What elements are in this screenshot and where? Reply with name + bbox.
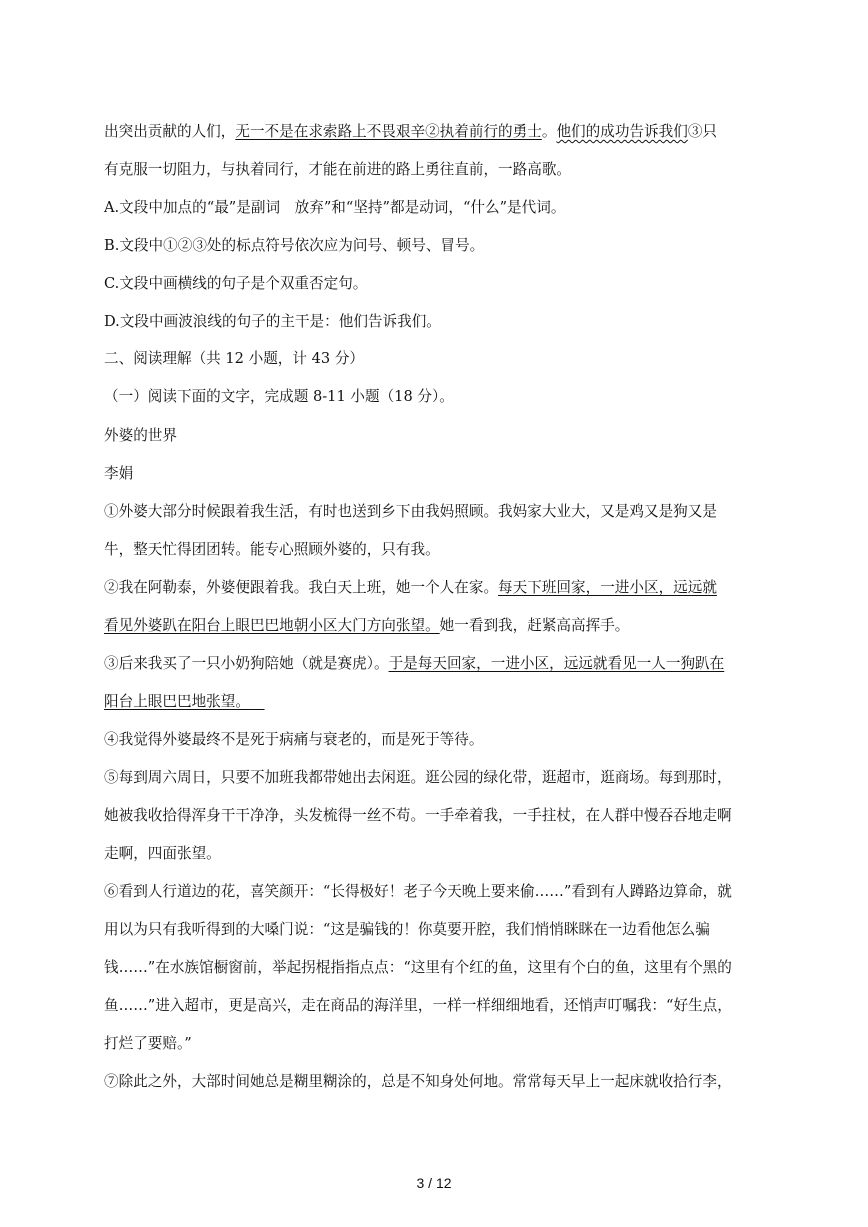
paragraph-2-line-2 — [104, 616, 629, 636]
underlined-sentence: 每天下班回家，一进小区，远远就 — [498, 579, 717, 596]
current-page: 3 — [416, 1175, 425, 1191]
underlined-sentence: 无一不是在求索路上不畏艰辛②执着前行的勇士 — [235, 123, 542, 140]
underlined-sentence: 阳台上眼巴巴地张望。 — [104, 693, 250, 710]
underlined-sentence: 看见外婆趴在阳台上眼巴巴地朝小区大门方向张望。 — [104, 617, 440, 634]
paragraph-2-line-1 — [104, 578, 717, 598]
paragraph-5-line-1: ⑤每到周六周日，只要不加班我都带她出去闲逛。逛公园的绿化带，逛超市，逛商场。每到那时， — [104, 769, 732, 786]
paragraph-4: ④我觉得外婆最终不是死于病痛与衰老的，而是死于等待。 — [104, 731, 484, 748]
text-segment: 出突出贡献的人们， — [104, 123, 236, 140]
q7-passage-line-1 — [104, 122, 717, 142]
paragraph-6-line-3: 钱……”在水族馆橱窗前，举起拐棍指指点点：“这里有个红的鱼，这里有个白的鱼，这里有个黑的 — [104, 959, 732, 976]
paragraph-5-line-2: 她被我收拾得浑身干干净净，头发梳得一丝不苟。一手牵着我，一手拄杖，在人群中慢吞吞地走啊 — [104, 807, 732, 824]
article-title: 外婆的世界 — [104, 427, 177, 444]
paragraph-6-line-1: ⑥看到人行道边的花，喜笑颜开：“长得极好！老子今天晚上要来偷……”看到有人蹲路边算命，就 — [104, 883, 732, 900]
paragraph-3-line-1 — [104, 654, 724, 674]
paragraph-1-line-2: 牛，整天忙得团团转。能专心照顾外婆的，只有我。 — [104, 541, 440, 558]
paragraph-1-line-1: ①外婆大部分时候跟着我生活，有时也送到乡下由我妈照顾。我妈家大业大，又是鸡又是狗又是 — [104, 503, 717, 520]
option-d: D.文段中画波浪线的句子的主干是：他们告诉我们。 — [104, 313, 441, 330]
text-segment: 她一看到我，赶紧高高挥手。 — [439, 617, 630, 634]
text-segment: ③只 — [687, 123, 718, 140]
total-pages: 12 — [435, 1175, 452, 1191]
paragraph-3-line-2 — [104, 692, 265, 712]
sub-instruction: （一）阅读下面的文字，完成题 8-11 小题（18 分）。 — [104, 388, 454, 405]
paragraph-7-line-1: ⑦除此之外，大部时间她总是糊里糊涂的，总是不知身处何地。常常每天早上一起床就收拾行李， — [104, 1073, 732, 1090]
text-segment: ③后来我买了一只小奶狗陪她（就是赛虎）。 — [104, 655, 389, 672]
option-b: B.文段中①②③处的标点符号依次应为问号、顿号、冒号。 — [104, 237, 485, 254]
paragraph-6-line-2: 用以为只有我听得到的大嗓门说：“这是骗钱的！你莫要开腔，我们悄悄眯眯在一边看他怎么骗 — [104, 921, 710, 938]
section-title: 二、阅读理解（共 12 小题，计 43 分） — [104, 350, 365, 367]
page-number — [0, 1175, 868, 1191]
option-a: A.文段中加点的“最”是副词 放弃”和“坚持”都是动词，“什么”是代词。 — [104, 199, 566, 216]
paragraph-5-line-3: 走啊，四面张望。 — [104, 845, 221, 862]
underlined-sentence: 于是每天回家，一进小区，远远就看见一人一狗趴在 — [388, 655, 725, 672]
q7-passage-line-2: 有克服一切阻力，与执着同行，才能在前进的路上勇往直前，一路高歌。 — [104, 161, 572, 178]
wavy-underlined-sentence: 他们的成功告诉我们 — [556, 123, 688, 140]
page-separator: / — [424, 1175, 436, 1191]
paragraph-6-line-4: 鱼……”进入超市，更是高兴，走在商品的海洋里，一样一样细细地看，还悄声叮嘱我：“好生点， — [104, 997, 732, 1014]
article-author: 李娟 — [104, 465, 134, 482]
text-segment: ②我在阿勒泰，外婆便跟着我。我白天上班，她一个人在家。 — [104, 579, 499, 596]
paragraph-6-line-5: 打烂了要赔。” — [104, 1035, 192, 1052]
underline-tail — [250, 693, 265, 710]
option-c: C.文段中画横线的句子是个双重否定句。 — [104, 275, 368, 292]
text-segment: 。 — [541, 123, 557, 140]
